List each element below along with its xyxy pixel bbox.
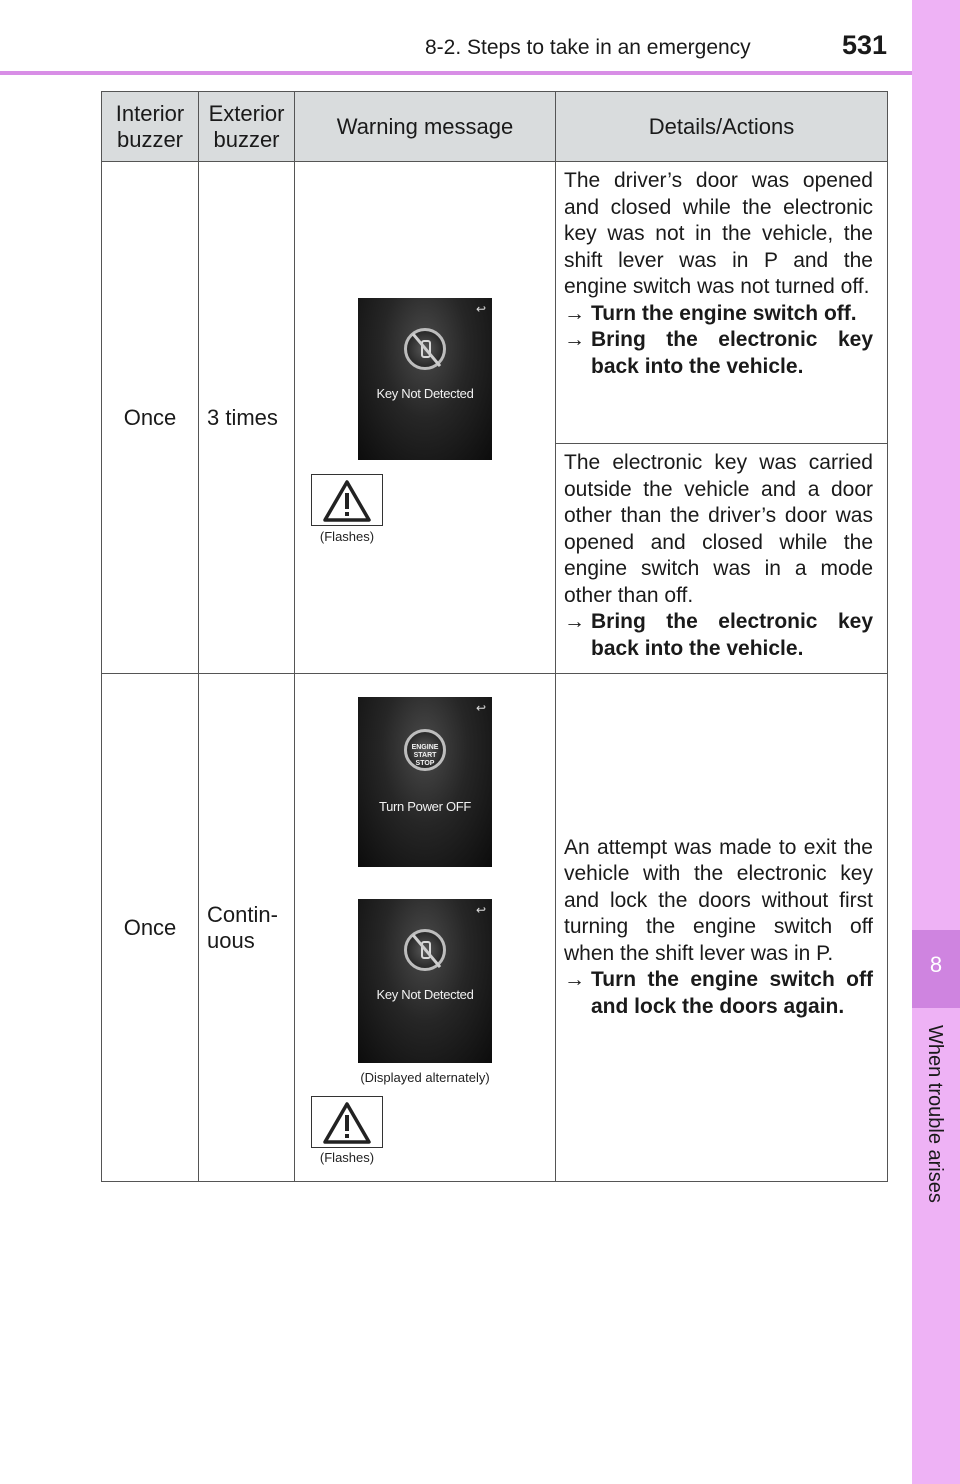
display-caption: Key Not Detected (376, 987, 474, 1002)
arrow-icon: → (564, 328, 585, 351)
header-exterior-buzzer: Exterior buzzer (199, 92, 295, 162)
master-warning-icon (311, 1096, 383, 1148)
flashes-caption: (Flashes) (319, 529, 375, 544)
row1-exterior-buzzer: 3 times (199, 162, 295, 674)
row1-case-a-details (556, 162, 888, 444)
table-row (102, 674, 888, 1182)
chapter-number: 8 (929, 952, 943, 977)
case-b-description: The electronic key was carried outside the vehicle and a door other than the driver’s door was opened and closed while the engine switch was in a mode other than off. (564, 451, 873, 607)
header-divider (0, 71, 912, 75)
turn-power-off-display (358, 697, 492, 867)
row2-interior-buzzer: Once (102, 674, 199, 1182)
start-stop-button-icon: ENGINE START STOP (404, 729, 446, 771)
return-icon: ↩ (475, 302, 486, 316)
display-caption: Turn Power OFF (378, 799, 472, 814)
chapter-side-tab (912, 0, 960, 1484)
row2-action-1: → Turn the engine switch off and lock the doors again. (564, 968, 873, 1018)
page-number: 531 (842, 30, 888, 60)
row1-case-b-details (556, 444, 888, 674)
row1-interior-buzzer: Once (102, 162, 199, 674)
section-title: 8-2. Steps to take in an emergency (425, 36, 751, 59)
return-icon: ↩ (475, 701, 486, 715)
row2-warning-message (295, 674, 556, 1182)
case-a-action-1: → Turn the engine switch off. (564, 301, 873, 328)
arrow-icon: → (564, 301, 585, 325)
chapter-title: When trouble arises (924, 1025, 946, 1203)
row1-warning-message (295, 162, 556, 674)
key-not-detected-display (358, 899, 492, 1063)
table-row (102, 162, 888, 444)
flashes-caption: (Flashes) (319, 1150, 375, 1165)
arrow-icon: → (564, 968, 585, 992)
arrow-icon: → (564, 610, 585, 633)
header-warning-message: Warning message (295, 92, 556, 162)
key-not-detected-display (358, 298, 492, 460)
display-caption: Key Not Detected (376, 386, 474, 401)
row2-details (556, 674, 888, 1182)
return-icon: ↩ (475, 903, 486, 917)
warning-table (101, 91, 888, 1182)
header-details-actions: Details/Actions (556, 92, 888, 162)
case-a-action-2: → Bring the electronic key back into the vehicle. (564, 328, 873, 378)
alternate-caption: (Displayed alternately) (360, 1070, 490, 1085)
key-prohibited-icon (404, 929, 446, 971)
row2-description: An attempt was made to exit the vehicle with the electronic key and lock the doors without first turning the engine switch off when the shift lever was in P. (564, 835, 873, 965)
row2-exterior-buzzer: Contin-uous (199, 674, 295, 1182)
header-interior-buzzer: Interior buzzer (102, 92, 199, 162)
table-header-row (102, 92, 888, 162)
case-b-action-1: → Bring the electronic key back into the vehicle. (564, 610, 873, 660)
key-prohibited-icon (404, 328, 446, 370)
master-warning-icon (311, 474, 383, 526)
case-a-description: The driver’s door was opened and closed while the electronic key was not in the vehicle, the shift lever was in P and the engine switch was not turned off. (564, 169, 873, 298)
